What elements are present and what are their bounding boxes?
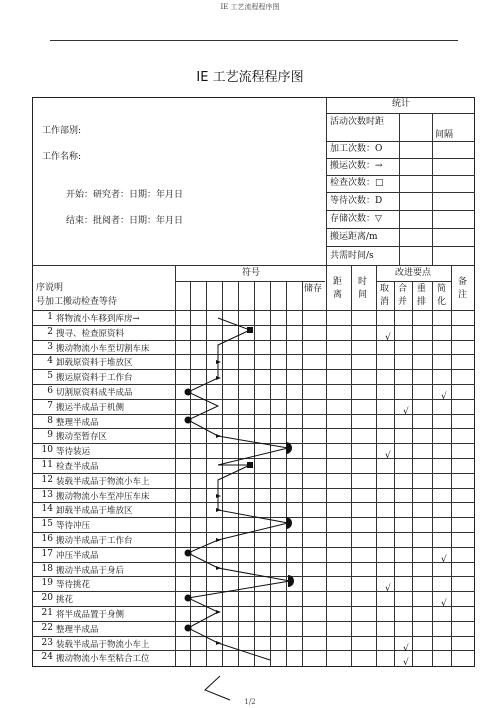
check-mark: √ (403, 643, 409, 654)
row-number: 3 (47, 341, 53, 352)
row-description: 挑花 (56, 595, 74, 606)
row-number: 9 (47, 430, 53, 441)
page-header: IE 工艺流程程序图 (220, 3, 280, 11)
stats-transport-count: 搬运次数：→ (330, 161, 383, 171)
row-number: 10 (41, 445, 53, 456)
row-description: 冲压半成品 (56, 550, 99, 561)
check-mark: √ (385, 332, 391, 343)
transport-arrow (216, 434, 221, 438)
end-line: 结束：批阅者：日期：年月日 (66, 216, 184, 226)
transport-arrow (216, 610, 221, 614)
flow-continuation (205, 676, 230, 700)
row-description: 装载半成品于物流小车上 (56, 476, 150, 487)
stats-activity-distance: 活动次数时距 (330, 117, 385, 127)
operation-circle (185, 389, 192, 396)
improve-combine: 合并 (398, 284, 408, 307)
row-number: 4 (47, 356, 53, 367)
row-description: 将物流小车移到库房→ (56, 314, 140, 324)
row-number: 21 (41, 608, 53, 618)
row-number: 11 (41, 460, 53, 470)
improve-rearrange: 重排 (417, 284, 427, 307)
transport-arrow (216, 641, 221, 645)
row-number: 19 (41, 578, 53, 589)
operation-circle (185, 550, 192, 557)
row-description: 搬动物流小车至粘合工位 (56, 654, 150, 665)
document-title: IE 工艺流程程序图 (196, 70, 304, 85)
wait-d-symbol (286, 442, 292, 454)
row-number: 17 (41, 548, 53, 559)
row-number: 8 (47, 415, 53, 426)
row-description: 搬动半成品于工作台 (56, 536, 133, 546)
row-number: 13 (41, 489, 53, 500)
transport-arrow (216, 538, 221, 542)
row-number: 2 (47, 326, 53, 337)
row-description: 等待挑花 (56, 580, 91, 591)
wait-d-symbol (288, 575, 294, 587)
row-description: 卸载原资料于堆放区 (56, 358, 133, 369)
seq-desc-label: 序说明 (36, 283, 64, 293)
row-description: 等待冲压 (56, 521, 91, 532)
check-mark: √ (403, 406, 409, 417)
row-description: 将半成品置于身侧 (56, 610, 125, 620)
department-label: 工作部别: (42, 126, 82, 136)
symbol-header: 符号 (242, 268, 261, 278)
row-number: 14 (41, 504, 53, 515)
operation-circle (185, 417, 192, 424)
job-name-label: 工作名称: (42, 152, 82, 162)
row-description: 卸载半成品于堆放区 (56, 506, 133, 517)
time-header: 时间 (358, 277, 368, 300)
row-number: 1 (47, 312, 53, 322)
row-description: 搜寻、检查原资料 (56, 328, 125, 339)
start-line: 开始：研究者：日期：年月日 (66, 190, 184, 200)
check-mark: √ (441, 392, 447, 402)
row-number: 7 (47, 400, 53, 411)
row-description: 搬动至暂存区 (56, 432, 108, 443)
stats-total-time: 共需时间/s (330, 251, 374, 261)
row-number: 18 (41, 563, 53, 574)
wait-d-symbol (286, 517, 292, 529)
check-mark: √ (385, 584, 391, 595)
check-mark: √ (441, 554, 447, 565)
row-description: 搬运原资料于工作台 (56, 373, 133, 384)
row-description: 整理半成品 (56, 624, 99, 635)
row-description: 装载半成品于物流小车上 (56, 639, 150, 650)
seq-sub-label: 号加工搬动检查等待 (36, 297, 118, 307)
inspection-square (247, 462, 253, 468)
stats-storage-count: 存储次数：▽ (330, 214, 382, 224)
row-number: 24 (41, 652, 53, 663)
flow-line (188, 318, 290, 660)
row-number: 22 (41, 622, 53, 633)
row-number: 6 (47, 386, 53, 396)
row-number: 5 (47, 371, 53, 382)
stats-transport-distance: 搬运距离/m (330, 232, 378, 242)
row-description: 搬动物流小车至切割车床 (56, 343, 150, 354)
storage-header: 储存 (304, 284, 323, 294)
row-description: 搬动物流小车至冲压车床 (56, 491, 150, 502)
row-number: 12 (41, 474, 53, 485)
check-mark: √ (385, 451, 391, 462)
row-number: 16 (41, 534, 53, 544)
distance-header: 距离 (333, 277, 343, 300)
row-description: 搬动半成品于身后 (56, 565, 125, 576)
row-description: 等待装运 (56, 447, 91, 458)
row-number: 20 (41, 593, 53, 604)
row-description: 切割原资料成半成品 (56, 388, 133, 398)
row-number: 23 (41, 637, 53, 648)
operation-circle (185, 625, 192, 632)
operation-circle (185, 595, 192, 602)
stats-wait-count: 等待次数：D (330, 196, 383, 206)
inspection-square (247, 327, 253, 333)
transport-arrow (216, 566, 221, 570)
stats-interval: 间隔 (435, 130, 454, 140)
improve-simplify: 简化 (437, 284, 447, 307)
improve-header: 改进要点 (395, 268, 432, 278)
row-description: 搬运半成品于机侧 (56, 402, 125, 413)
check-mark: √ (403, 658, 409, 669)
check-mark: √ (441, 599, 447, 610)
stats-inspect-count: 检查次数：□ (330, 178, 384, 188)
row-description: 整理半成品 (56, 417, 99, 428)
row-number: 15 (41, 519, 53, 530)
stats-process-count: 加工次数：O (330, 144, 383, 154)
improve-cancel: 取消 (380, 284, 390, 307)
remark-header: 备注 (458, 277, 468, 300)
stats-header: 统计 (392, 99, 411, 109)
page-footer: 1/2 (244, 698, 256, 706)
row-description: 检查半成品 (56, 462, 99, 472)
